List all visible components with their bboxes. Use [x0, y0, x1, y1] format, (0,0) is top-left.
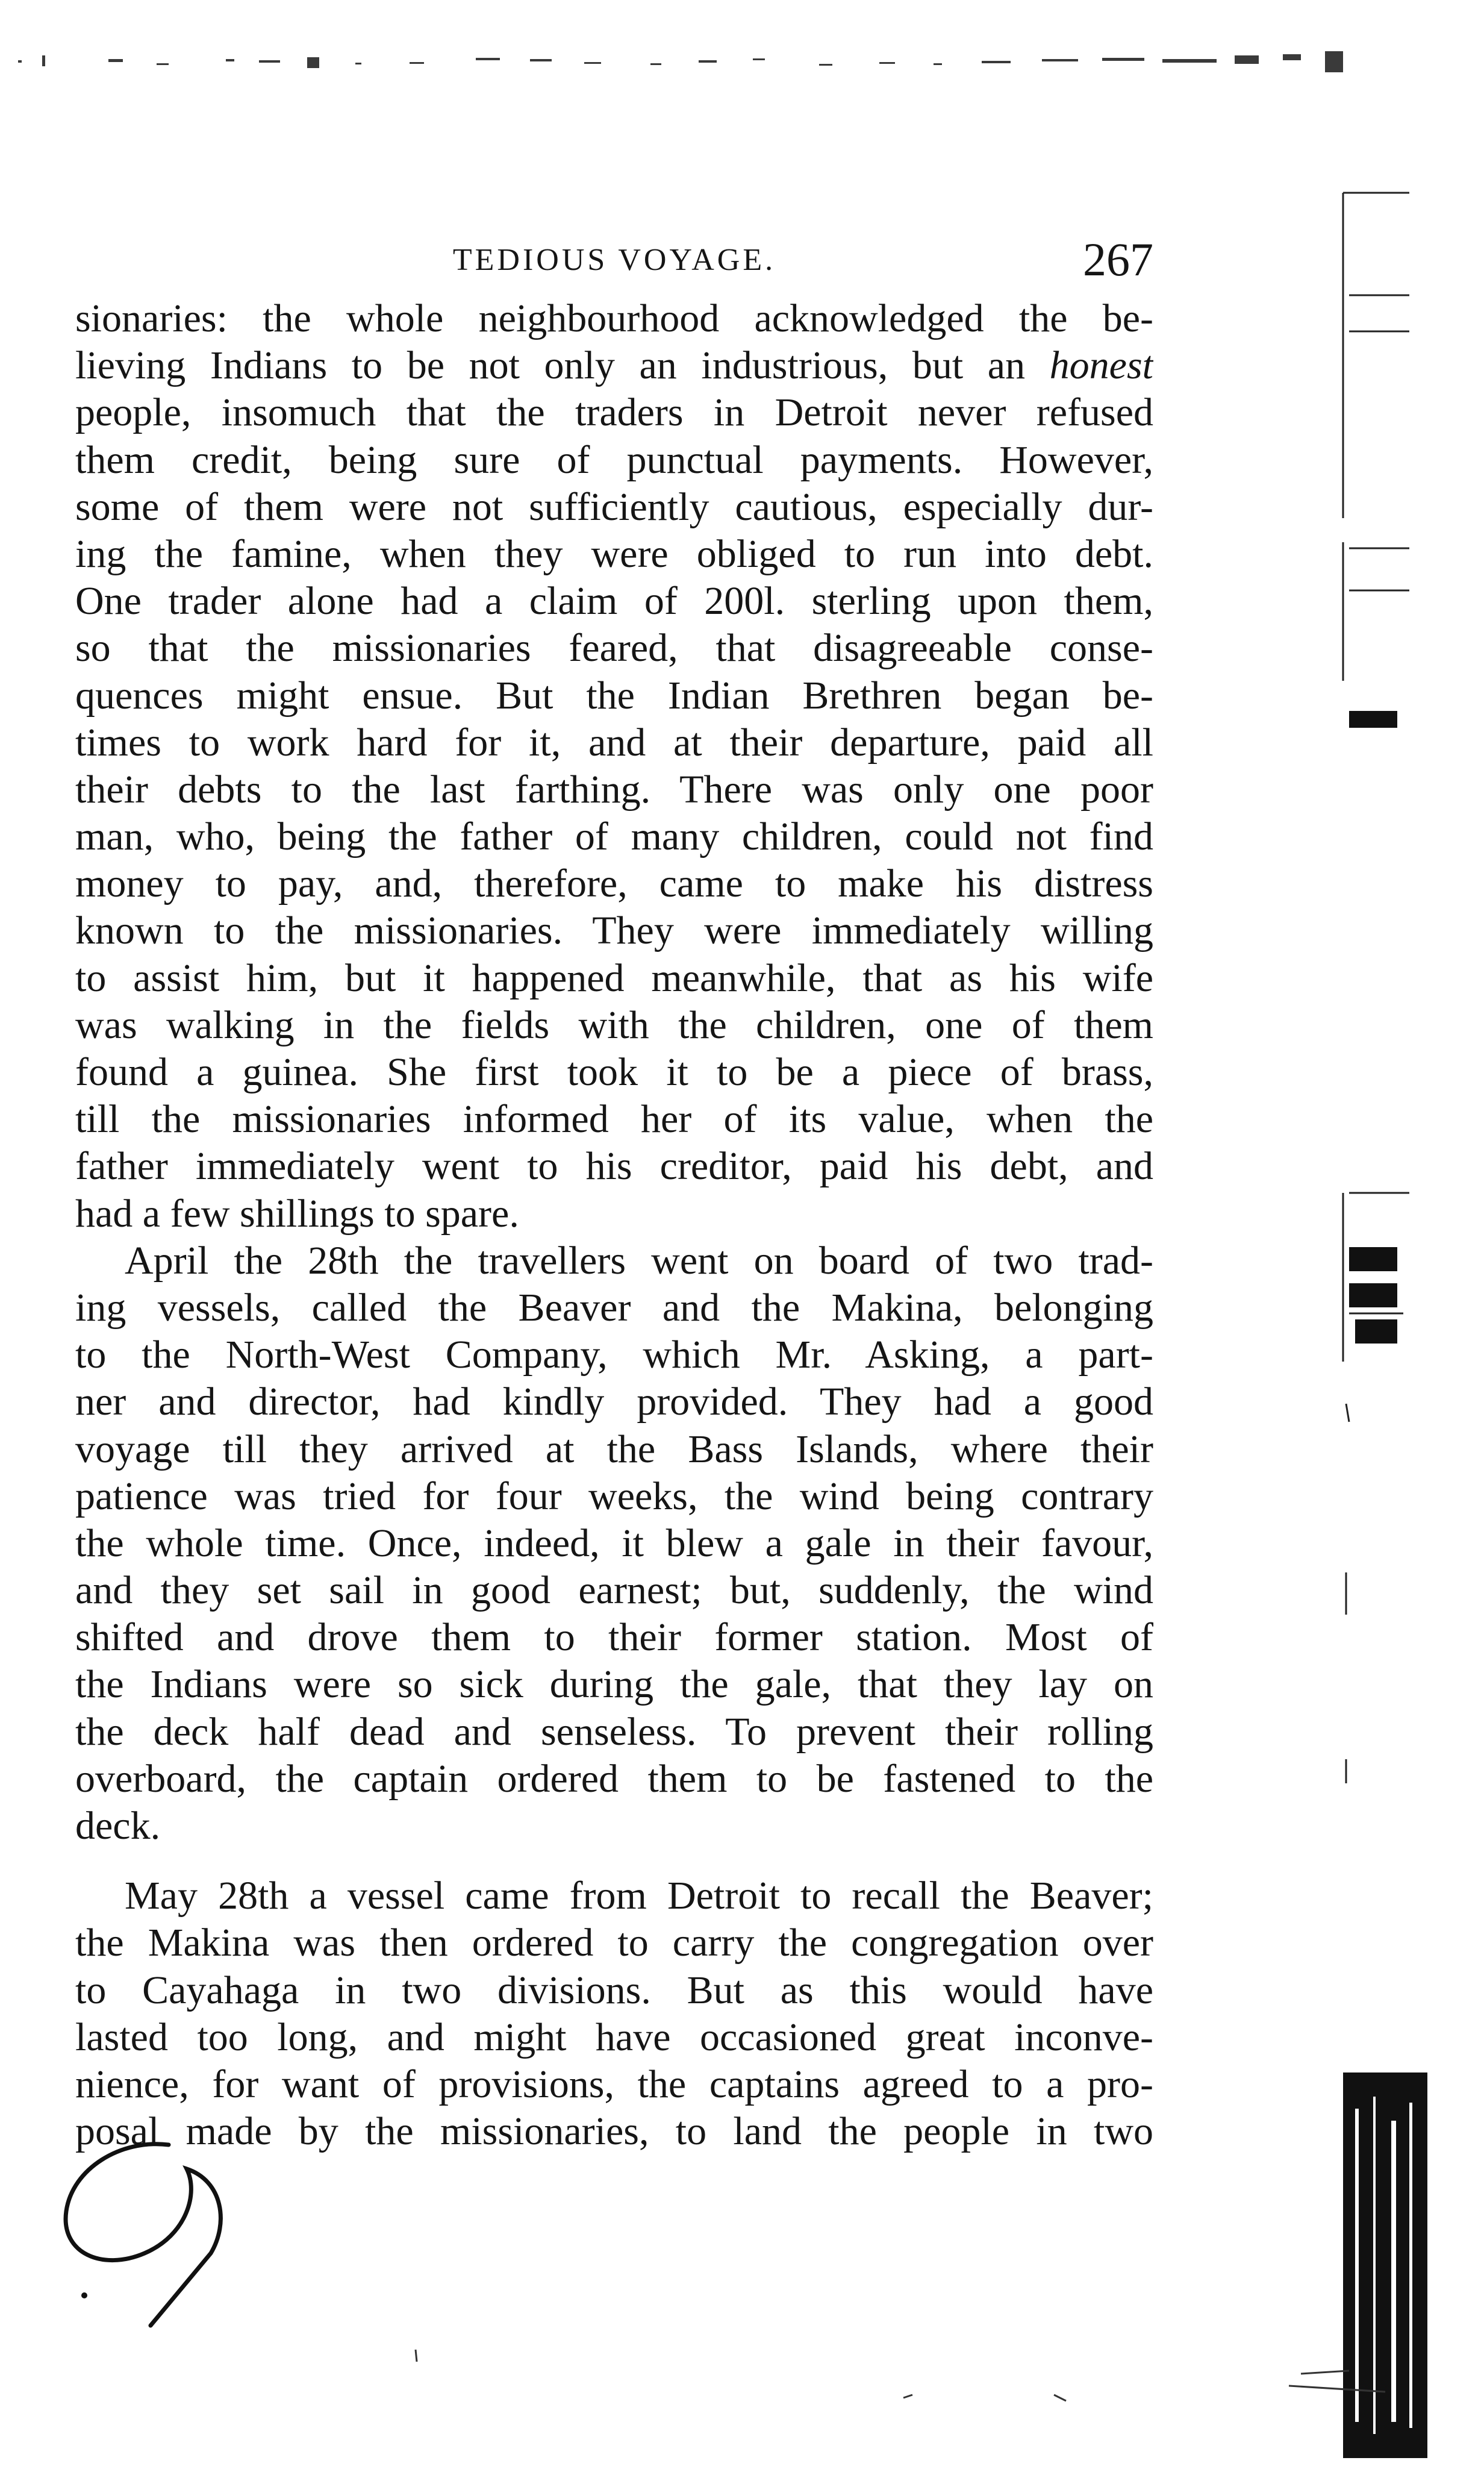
paragraph-1: [75, 295, 1153, 1237]
paragraph-gap: [75, 1850, 1153, 1872]
text-line: posal made by the missionaries, to land the people in two: [75, 2109, 1153, 2154]
paragraph-3: [75, 1872, 1153, 2155]
text-line: ing vessels, called the Beaver and the Makina, belonging: [75, 1285, 1153, 1330]
text-line: quences might ensue. But the Indian Brethren began be-: [75, 673, 1153, 718]
text-line: the Makina was then ordered to carry the congregation over: [75, 1921, 1153, 1965]
text-line: times to work hard for it, and at their departure, paid all: [75, 720, 1153, 765]
text-line: to the North-West Company, which Mr. Asking, a part-: [75, 1333, 1153, 1377]
running-head: [75, 229, 1153, 289]
text-line: April the 28th the travellers went on board of two trad-: [125, 1238, 1153, 1283]
text-line: till the missionaries informed her of its value, when the: [75, 1097, 1153, 1142]
text-line: man, who, being the father of many children, could not find: [75, 815, 1153, 859]
handwritten-number-mark: [48, 2133, 253, 2332]
text-line: shifted and drove them to their former station. Most of: [75, 1615, 1153, 1660]
scan-margin-artifacts: [1331, 181, 1451, 2470]
text-line: found a guinea. She first took it to be a piece of brass,: [75, 1050, 1153, 1094]
scan-noise-top: [18, 42, 1355, 84]
text-line: was walking in the fields with the children, one of them: [75, 1003, 1153, 1047]
text-line: to Cayahaga in two divisions. But as this would have: [75, 1968, 1153, 2012]
body-text: [75, 295, 1153, 2155]
text-line: deck.: [75, 1804, 161, 1848]
text-line: so that the missionaries feared, that disagreeable conse-: [75, 626, 1153, 671]
text-line: One trader alone had a claim of 200l. sterling upon them,: [75, 579, 1153, 624]
page-number: 267: [1083, 233, 1153, 286]
running-title: TEDIOUS VOYAGE.: [452, 243, 776, 277]
text-line: sionaries: the whole neighbourhood acknowledged the be-: [75, 296, 1153, 340]
scan-noise-bottom: [361, 2338, 1482, 2434]
text-line: money to pay, and, therefore, came to make his distress: [75, 862, 1153, 906]
text-line: the whole time. Once, indeed, it blew a gale in their favour,: [75, 1521, 1153, 1565]
text-line: the deck half dead and senseless. To prevent their rolling: [75, 1709, 1153, 1754]
text-line: them credit, being sure of punctual payments. However,: [75, 437, 1153, 482]
text-line: some of them were not sufficiently cautious, especially dur-: [75, 484, 1153, 529]
text-line: May 28th a vessel came from Detroit to recall the Beaver;: [125, 1874, 1153, 1918]
text-line: people, insomuch that the traders in Detroit never refused: [75, 390, 1153, 435]
text-line: lieving Indians to be not only an industrious, but an honest: [75, 343, 1153, 388]
text-line: lasted too long, and might have occasioned great inconve-: [75, 2015, 1153, 2059]
text-line: their debts to the last farthing. There was only one poor: [75, 767, 1153, 812]
text-line: ner and director, had kindly provided. They had a good: [75, 1380, 1153, 1424]
text-line: voyage till they arrived at the Bass Islands, where their: [75, 1427, 1153, 1471]
text-line: father immediately went to his creditor, paid his debt, and: [75, 1144, 1153, 1189]
text-line: patience was tried for four weeks, the wind being contrary: [75, 1474, 1153, 1518]
text-line: and they set sail in good earnest; but, suddenly, the wind: [75, 1568, 1153, 1613]
text-line: ing the famine, when they were obliged to run into debt.: [75, 531, 1153, 576]
text-line: known to the missionaries. They were immediately willing: [75, 909, 1153, 953]
text-line: the Indians were so sick during the gale, that they lay on: [75, 1662, 1153, 1707]
text-line: overboard, the captain ordered them to be fastened to the: [75, 1756, 1153, 1801]
text-line: to assist him, but it happened meanwhile, that as his wife: [75, 956, 1153, 1000]
text-line: nience, for want of provisions, the captains agreed to a pro-: [75, 2062, 1153, 2106]
text-line: had a few shillings to spare.: [75, 1191, 519, 1236]
paragraph-2: [75, 1237, 1153, 1850]
